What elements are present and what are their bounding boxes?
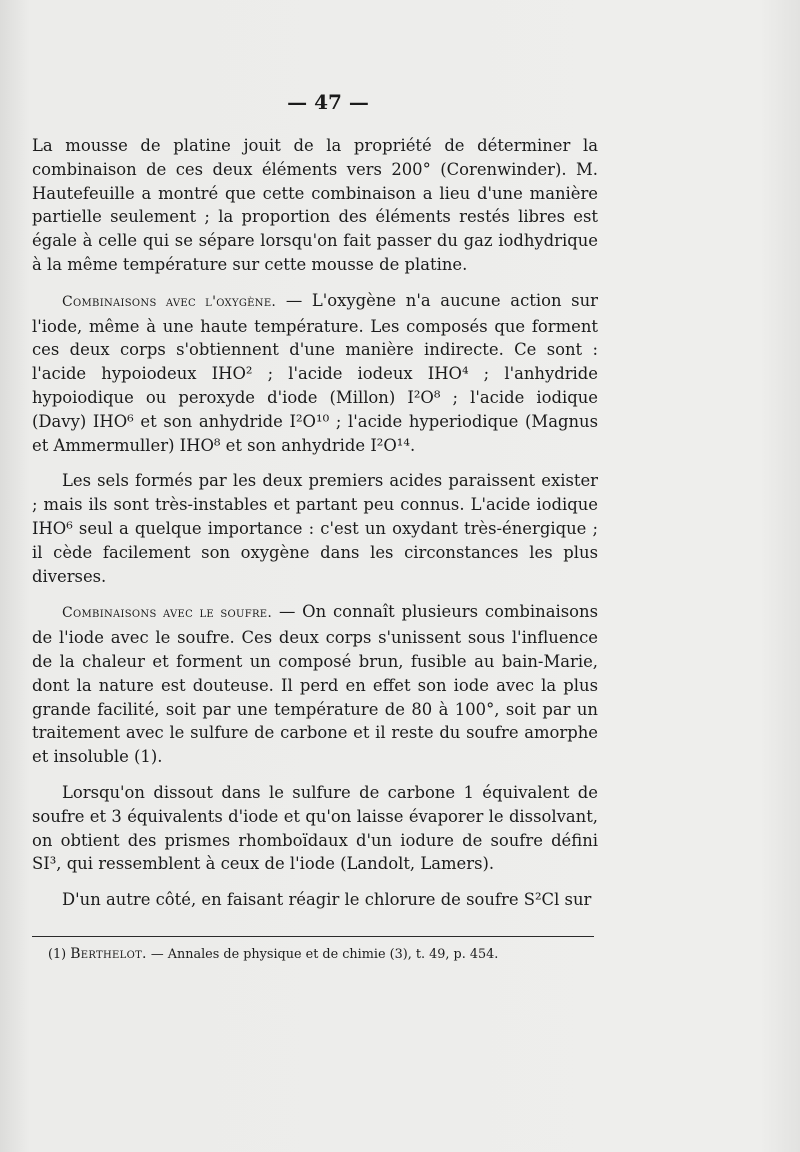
paragraph-salts: Les sels formés par les deux premiers acides paraissent exister ; mais ils sont très-instables et partant peu connus. L'acide iodique IHO⁶ seul a quelque importance : c'est un oxydant très-énergique ; il cède facilement son oxygène dans les circonstances les plus diverses. [32,471,598,586]
paragraph-sulfur-text: — On connaît plusieurs combinaisons de l'iode avec le soufre. Ces deux corps s'unissent sous l'influence de la chaleur et forment un composé brun, fusible au bain-Marie, dont la nature est douteuse. Il perd en effet son iode avec la plus grande facilité, soit par une température de 80 à 100°, soit par un traitement avec le sulfure de carbone et il reste du soufre amorphe et insoluble (1). [32,602,598,767]
section-heading-sulfur: Combinaisons avec le soufre. [62,605,273,622]
section-heading-oxygen: Combinaisons avec l'oxygène. [62,293,277,310]
footnote-author: Berthelot. [70,946,147,962]
paragraph-chloride: D'un autre côté, en faisant réagir le chlorure de soufre S²Cl sur [62,890,592,910]
paragraph-oxygen [32,289,598,458]
footnotes [48,946,594,963]
page-number: — 47 — [287,90,369,114]
body-text [32,134,598,912]
footnote-divider [32,936,594,937]
paragraph-sulfur [32,600,598,769]
footnote-marker: (1) [48,947,71,962]
paragraph-iodide-sulfur: Lorsqu'on dissout dans le sulfure de carbone 1 équivalent de soufre et 3 équivalents d'iode et qu'on laisse évaporer le dissolvant, on obtient des prismes rhomboïdaux d'un iodure de soufre défini SI³, qui ressemblent à ceux de l'iode (Landolt, Lamers). [32,782,598,874]
paragraph-oxygen-text: — L'oxygène n'a aucune action sur l'iode, même à une haute température. Les composés que forment ces deux corps s'obtiennent d'une manière indirecte. Ce sont : l'acide hypoiodeux IHO² ; l'acide iodeux IHO⁴ ; l'anhydride hypoiodique ou peroxyde d'iode (Millon) I²O⁸ ; l'acide iodique (Davy) IHO⁶ et son anhydride I²O¹⁰ ; l'acide hyperiodique (Magnus et Ammermuller) IHO⁸ et son anhydride I²O¹⁴. [32,290,598,455]
footnote-text: — Annales de physique et de chimie (3), t. 49, p. 454. [146,947,499,962]
paragraph-platinum-sponge: La mousse de platine jouit de la propriété de déterminer la combinaison de ces deux éléments vers 200° (Corenwinder). M. Hautefeuille a montré que cette combinaison a lieu d'une manière partielle seulement ; la proportion des éléments restés libres est égale à celle qui se sépare lorsqu'on fait passer du gaz iodhydrique à la même température sur cette mousse de platine. [32,136,598,274]
